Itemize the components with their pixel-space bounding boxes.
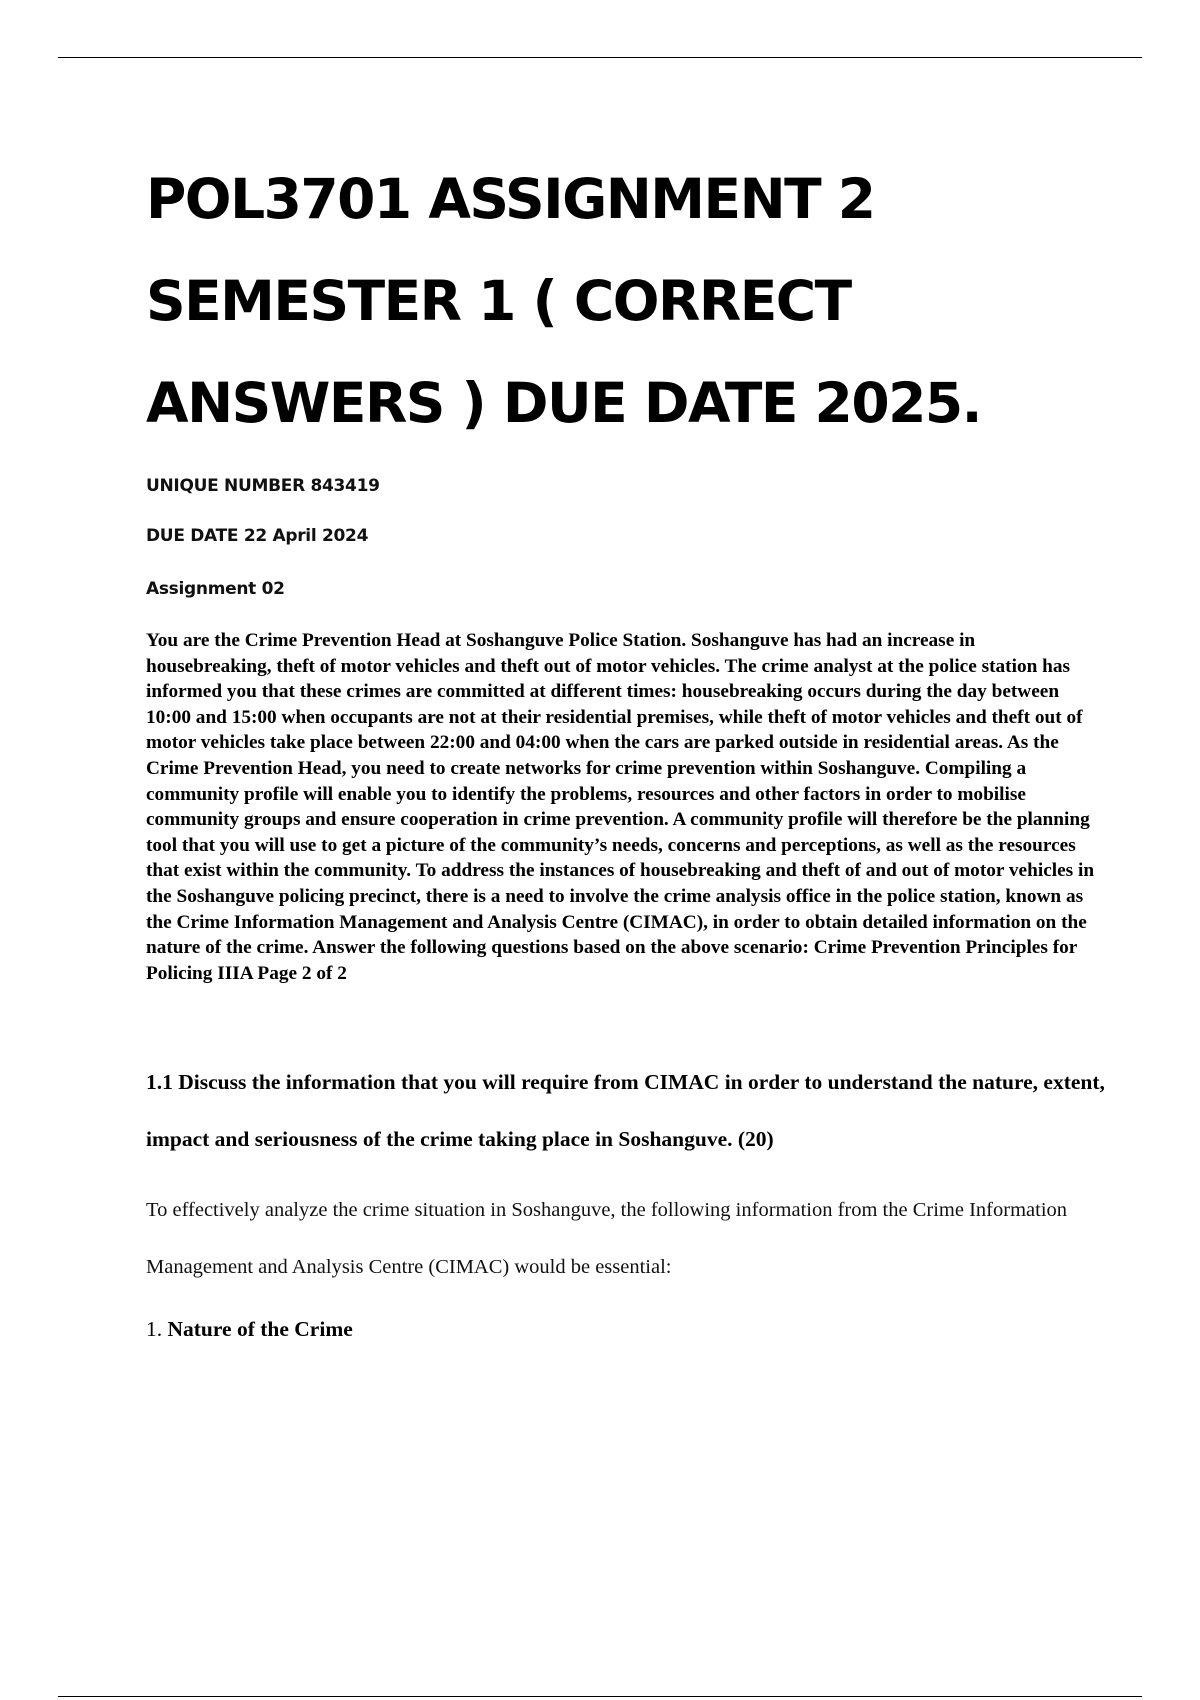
unique-number: UNIQUE NUMBER 843419 (146, 476, 380, 496)
list-item-heading (146, 1317, 353, 1342)
list-item-label: Nature of the Crime (167, 1317, 353, 1341)
bottom-rule (58, 1696, 1142, 1697)
top-rule (58, 57, 1142, 58)
assignment-label: Assignment 02 (146, 579, 285, 599)
due-date: DUE DATE 22 April 2024 (146, 526, 369, 546)
document-title: POL3701 ASSIGNMENT 2 SEMESTER 1 ( CORRECT ANSWERS ) DUE DATE 2025. (146, 167, 982, 435)
question-1-1: 1.1 Discuss the information that you will require from CIMAC in order to understand the nature, extent, impact and seriousness of the crime taking place in Soshanguve. (20) (146, 1070, 1105, 1151)
list-item-number: 1. (146, 1317, 163, 1341)
scenario-paragraph: You are the Crime Prevention Head at Soshanguve Police Station. Soshanguve has had an increase in housebreaking, theft of motor vehicles and theft out of motor vehicles. The crime analyst at the police station has informed you that these crimes are committed at different times: housebreaking occurs during the day between 10:00 and 15:00 when occupants are not at their residential premises, while theft of motor vehicles and theft out of motor vehicles take place between 22:00 and 04:00 when the cars are parked outside in residential areas. As the Crime Prevention Head, you need to create networks for crime prevention within Soshanguve. Compiling a community profile will enable you to identify the problems, resources and other factors in order to mobilise community groups and ensure cooperation in crime prevention. A community profile will therefore be the planning tool that you will use to get a picture of the community’s needs, concerns and perceptions, as well as the resources that exist within the community. To address the instances of housebreaking and theft of and out of motor vehicles in the Soshanguve policing precinct, there is a need to involve the crime analysis office in the police station, known as the Crime Information Management and Analysis Centre (CIMAC), in order to obtain detailed information on the nature of the crime. Answer the following questions based on the above scenario: Crime Prevention Principles for Policing IIIA Page 2 of 2 (146, 630, 1095, 984)
answer-intro: To effectively analyze the crime situation in Soshanguve, the following information from the Crime Information Management and Analysis Centre (CIMAC) would be essential: (146, 1199, 1068, 1278)
